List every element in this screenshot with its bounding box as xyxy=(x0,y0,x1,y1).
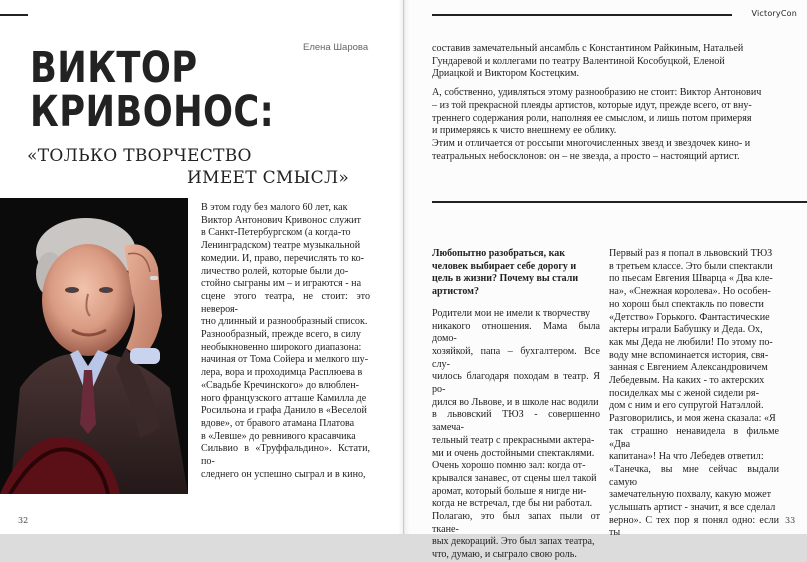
text-line: Гундаревой и коллегами по театру Валентиной Кособуцкой, Еленой xyxy=(432,55,725,67)
answer-line: чилось благодаря походам в театр. Я ро- xyxy=(432,371,600,396)
intro-line: сцене этого театра, не стоит: это невероя- xyxy=(201,290,370,315)
story-line: так страшно ненавидела в фильме «Два xyxy=(609,425,779,450)
intro-line: Разнообразный, прежде всего, в силу xyxy=(201,329,361,341)
story-line: посиделках мы с женой сидели ря- xyxy=(609,387,759,399)
answer-line: дился во Львове, и в школе нас водили xyxy=(432,396,599,408)
answer-line: когда не встречал, где бы ни работал. xyxy=(432,498,593,510)
portrait-illustration xyxy=(0,198,188,494)
answer-line: Родители мои не имели к творчеству xyxy=(432,307,591,319)
story-line: Первый раз я попал в львовский ТЮЗ xyxy=(609,248,773,259)
answer-line: тельный театр с прекрасными актера- xyxy=(432,434,595,446)
author-name: Елена Шарова xyxy=(303,42,369,53)
text-line: Дриацкой и Виктором Костецким. xyxy=(432,68,580,80)
intro-line: вдове», от бравого атамана Платова xyxy=(201,417,355,429)
page-number-right: 33 xyxy=(785,516,796,525)
answer-line: хозяйкой, папа – бухгалтером. Все слу- xyxy=(432,345,600,370)
story-line: занная с Евгением Александровичем xyxy=(609,362,768,374)
intro-line: Ленинградском) театре музыкальной xyxy=(201,240,361,252)
right-top-text xyxy=(432,43,800,163)
intro-line: следнего он успешно сыграл и в кино, xyxy=(201,468,366,480)
top-rule-left xyxy=(0,14,28,16)
intro-column xyxy=(201,202,370,481)
intro-line: Сильвио в «Труффальдино». Кстати, по- xyxy=(201,443,370,468)
page-gutter xyxy=(398,0,410,534)
portrait-photo xyxy=(0,198,188,494)
text-line: Этим и отличается от россыпи многочисленных звезд и звездочек кино- и xyxy=(432,137,751,149)
text-line: театральных небосклонов: он – не звезда, а просто – настоящий артист. xyxy=(432,150,740,162)
story-line: дом с ним и его супругой Натэллой. xyxy=(609,400,764,412)
subtitle-line-1: «ТОЛЬКО ТВОРЧЕСТВО xyxy=(27,146,252,166)
headline-line: ВИКТОР xyxy=(30,43,198,93)
answer-line: в львовский ТЮЗ - совершенно замеча- xyxy=(432,409,600,434)
story-line: как мы Деда не любили! По этому по- xyxy=(609,336,773,348)
story-line: по пьесам Евгения Шварца « Два кле- xyxy=(609,273,773,285)
question-line: артистом? xyxy=(432,286,479,298)
headline xyxy=(30,43,275,137)
story-line: верно». С тех пор я понял одно: если ты xyxy=(609,514,779,539)
headline-line: КРИВОНОС: xyxy=(30,87,275,137)
intro-line: начиная от Тома Сойера и мелкого шу- xyxy=(201,354,369,366)
story-line: актеры играли Бабушку и Деда. Ох, xyxy=(609,324,763,336)
intro-line: комедии. И, право, перечислять то ко- xyxy=(201,252,365,264)
story-line: «Детство» Горького. Фантастические xyxy=(609,311,770,323)
answer-line: что, думаю, и сыграло свою роль. xyxy=(432,549,577,561)
intro-line: Виктор Антонович Кривонос служит xyxy=(201,214,361,226)
story-line: «Танечка, вы мне сейчас выдали самую xyxy=(609,463,779,488)
answer-line: Полагаю, это был запах пыли от ткане- xyxy=(432,511,600,535)
text-line: треннего содержания роли, наполняя ее смыслом, и лишь потом примеряя xyxy=(432,112,752,124)
intro-line: в «Левше» до ревнивого красавчика xyxy=(201,430,356,442)
page-number-left: 32 xyxy=(18,516,29,525)
intro-line: Росильона и графа Данило в «Веселой xyxy=(201,405,367,417)
intro-line: в Санкт-Петербургском (а когда-то xyxy=(201,227,351,239)
story-line: Разговорились, и моя жена сказала: «Я xyxy=(609,413,776,425)
intro-line: тно длинный и разнообразный список. xyxy=(201,316,368,328)
intro-line: личество ролей, которые были до- xyxy=(201,265,349,277)
intro-line: «Свадьбе Кречинского» до влюблен- xyxy=(201,379,360,391)
answer-line: Очень хорошо помню зал: когда от- xyxy=(432,460,586,472)
question-line: Любопытно разобраться, как xyxy=(432,248,565,259)
story-line: замечательную похвалу, какую может xyxy=(609,489,772,501)
intro-line: лера, вора и проходимца Расплюева в xyxy=(201,367,363,379)
answer-line: аромат, который больше я нигде ни- xyxy=(432,485,587,497)
interview-column xyxy=(432,248,600,562)
intro-line: В этом году без малого 60 лет, как xyxy=(201,202,348,213)
story-line: услышать артист - значит, я все сделал xyxy=(609,502,776,514)
subtitle-line-2: ИМЕЕТ СМЫСЛ» xyxy=(187,168,350,188)
text-line: составив замечательный ансамбль с Константином Райкиным, Натальей xyxy=(432,43,744,54)
intro-line: стойно сыграны им – и играются - на xyxy=(201,278,362,290)
text-line: – из той прекрасной плеяды артистов, которые идут, прежде всего, от вну- xyxy=(432,99,752,111)
story-line: Лебедевым. На каких - то актерских xyxy=(609,375,765,387)
story-line: на», «Снежная королева». Но особен- xyxy=(609,286,771,298)
section-divider xyxy=(432,201,807,203)
intro-line: необыкновенно широкого диапазона: xyxy=(201,341,362,353)
left-page xyxy=(0,0,403,534)
answer-line: ми и очень достойными спектаклями. xyxy=(432,447,595,459)
magazine-name: VictoryCon xyxy=(751,9,797,18)
story-column xyxy=(609,248,779,540)
text-line: А, собственно, удивляться этому разнообразию не стоит: Виктор Антонович xyxy=(432,87,762,99)
story-line: но хорош был спектакль по повести xyxy=(609,298,764,310)
top-rule-right xyxy=(432,14,732,16)
text-line: и примеряясь к чисто внешнему ее облику. xyxy=(432,125,617,137)
question-line: человек выбирает себе дорогу и xyxy=(432,260,577,272)
answer-line: никакого отношения. Мама была домо- xyxy=(432,320,600,345)
story-line: воду мне вспоминается история, свя- xyxy=(609,349,769,361)
story-line: капитана»! На что Лебедев ответил: xyxy=(609,451,764,463)
question-line: цель в жизни? Почему вы стали xyxy=(432,273,579,285)
answer-line: вых декораций. Это был запах театра, xyxy=(432,536,595,548)
story-line: в третьем классе. Это были спектакли xyxy=(609,260,773,272)
answer-line: крывался занавес, от сцены шел такой xyxy=(432,472,597,484)
intro-line: ного французского атташе Камилла де xyxy=(201,392,367,404)
